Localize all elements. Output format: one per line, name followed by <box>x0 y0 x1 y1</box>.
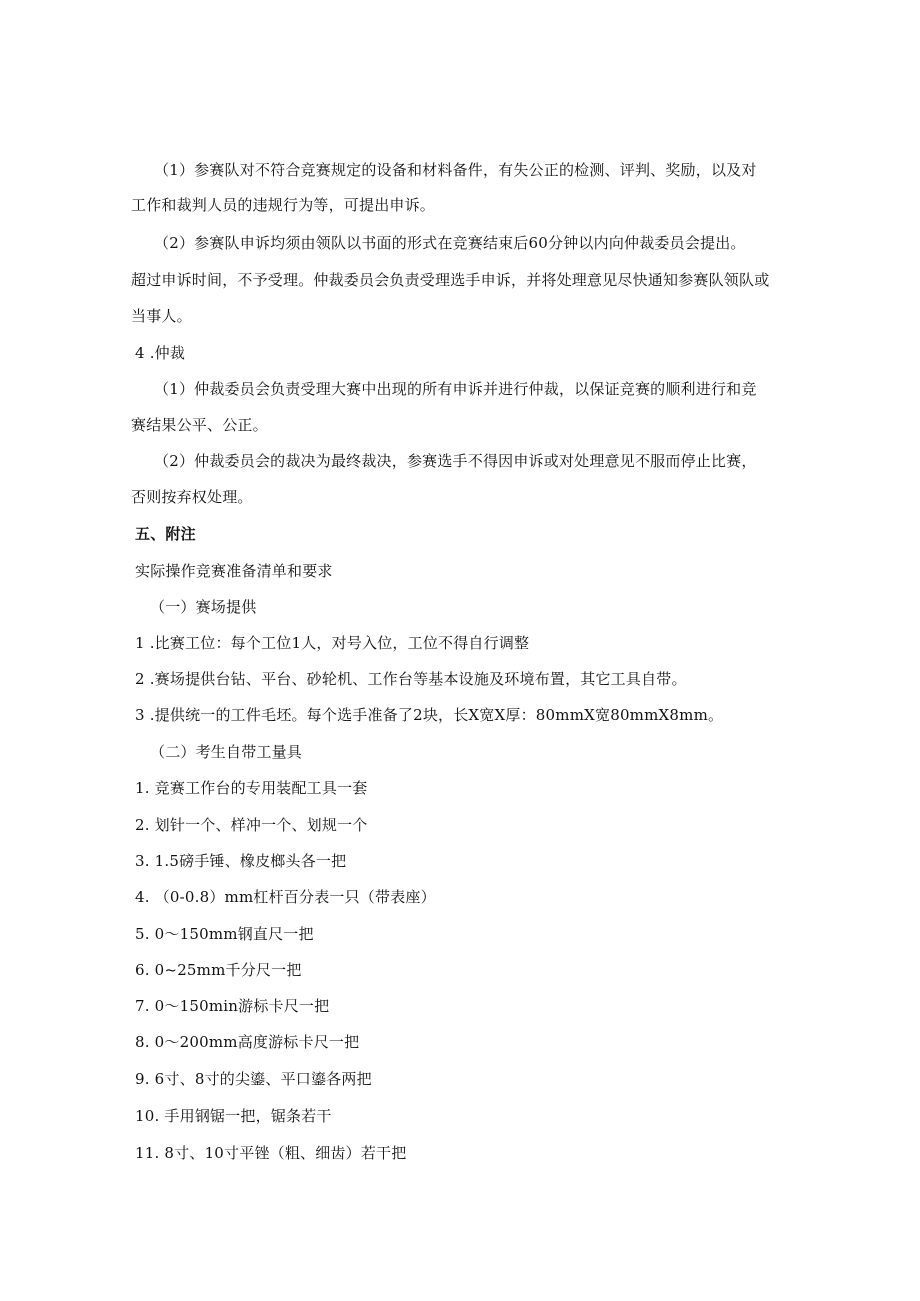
appeal-item-1-line-2: 工作和裁判人员的违规行为等，可提出申诉。 <box>131 196 436 214</box>
venue-item-2: 2 .赛场提供台钻、平台、砂轮机、工作台等基本设施及环境布置，其它工具自带。 <box>135 670 687 688</box>
venue-item-1: 1 .比赛工位：每个工位1人，对号入位，工位不得自行调整 <box>135 634 530 652</box>
tool-item-3: 3. 1.5磅手锤、橡皮榔头各一把 <box>135 852 347 870</box>
tool-item-6: 6. 0~25mm千分尺一把 <box>135 961 302 979</box>
arbitration-item-1-line-1: （1）仲裁委员会负责受理大赛中出现的所有申诉并进行仲裁，以保证竞赛的顺利进行和竞 <box>154 380 757 398</box>
appendix-subtitle: 实际操作竞赛准备清单和要求 <box>135 562 333 580</box>
self-tools-heading: （二）考生自带工量具 <box>150 743 303 761</box>
appeal-item-2-line-1: （2）参赛队申诉均须由领队以书面的形式在竞赛结束后60分钟以内向仲裁委员会提出。 <box>154 234 746 252</box>
section-arbitration-heading: 4 .仲裁 <box>135 344 186 362</box>
arbitration-item-1-line-2: 赛结果公平、公正。 <box>131 416 268 434</box>
arbitration-item-2-line-2: 否则按弃权处理。 <box>131 488 253 506</box>
tool-item-10: 10. 手用钢锯一把，锯条若干 <box>135 1107 332 1125</box>
section-appendix-heading: 五、附注 <box>135 525 196 543</box>
tool-item-2: 2. 划针一个、样冲一个、划规一个 <box>135 816 368 834</box>
tool-item-9: 9. 6寸、8寸的尖鎏、平口鎏各两把 <box>135 1070 372 1088</box>
tool-item-5: 5. 0～150mm钢直尺一把 <box>135 925 314 943</box>
tool-item-7: 7. 0～150min游标卡尺一把 <box>135 997 330 1015</box>
venue-item-3: 3 .提供统一的工件毛坯。每个选手准备了2块，长X宽X厚：80mmX宽80mmX8mm。 <box>135 706 724 724</box>
appeal-item-2-line-3: 当事人。 <box>131 307 192 325</box>
appeal-item-2-line-2: 超过申诉时间，不予受理。仲裁委员会负责受理选手申诉，并将处理意见尽快通知参赛队领队或 <box>131 271 770 289</box>
tool-item-8: 8. 0～200mm高度游标卡尺一把 <box>135 1033 360 1051</box>
venue-provided-heading: （一）赛场提供 <box>150 598 257 616</box>
arbitration-item-2-line-1: （2）仲裁委员会的裁决为最终裁决，参赛选手不得因申诉或对处理意见不服而停止比赛， <box>154 452 757 470</box>
tool-item-11: 11. 8寸、10寸平锉（粗、细齿）若干把 <box>135 1144 407 1162</box>
appeal-item-1-line-1: （1）参赛队对不符合竞赛规定的设备和材料备件，有失公正的检测、评判、奖励，以及对 <box>154 161 757 179</box>
tool-item-4: 4. （0-0.8）mm杠杆百分表一只（带表座） <box>135 888 436 906</box>
tool-item-1: 1. 竞赛工作台的专用装配工具一套 <box>135 779 368 797</box>
